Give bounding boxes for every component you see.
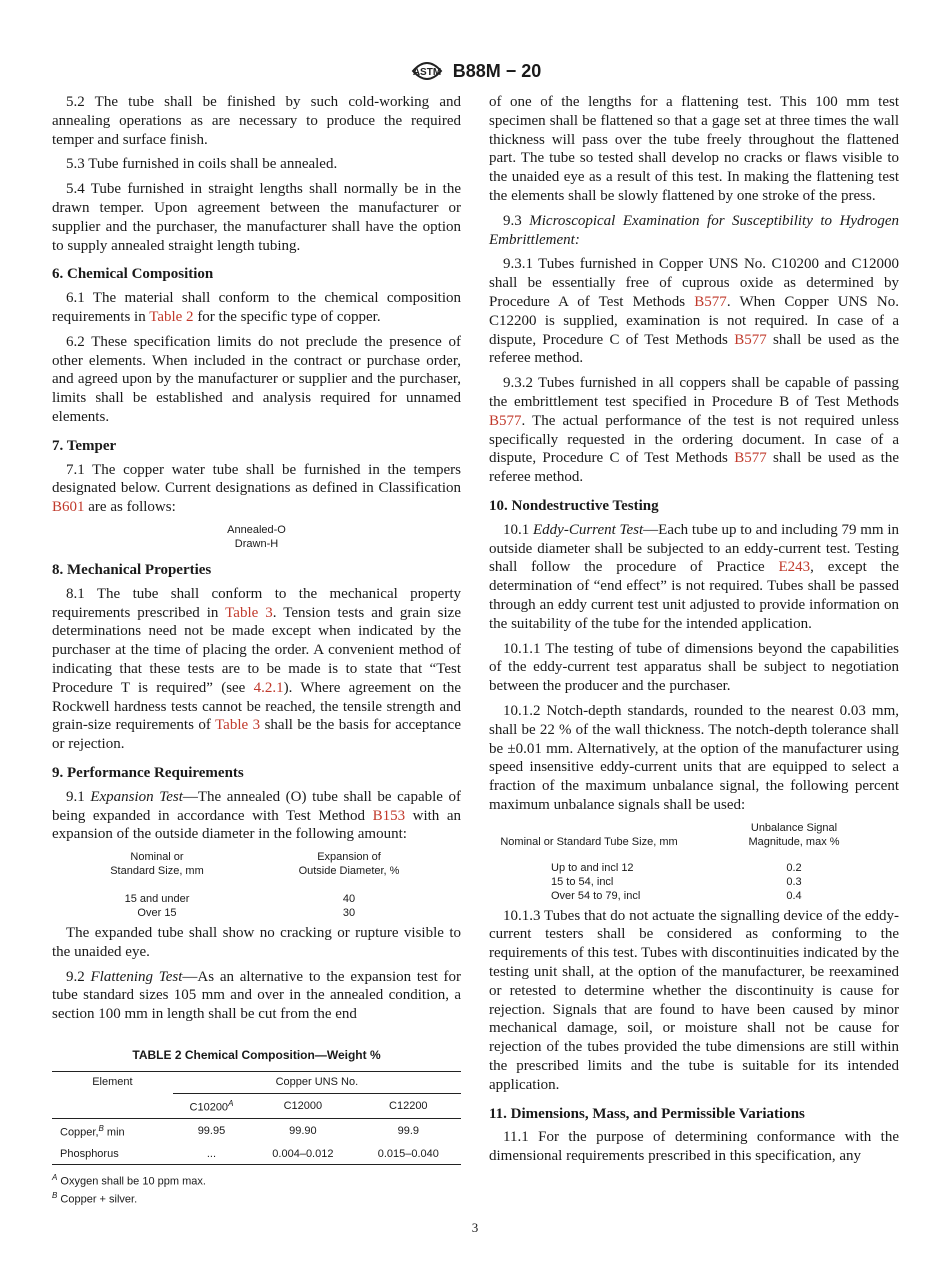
heading-7: 7. Temper [52, 437, 117, 454]
heading-8: 8. Mechanical Properties [52, 561, 212, 578]
astm-logo-icon [409, 57, 445, 85]
table-row: Copper,$^B$ min 99.95 99.90 99.9 [52, 1119, 461, 1144]
expansion-header: Standard Size, mm [110, 865, 204, 878]
para-7-1: 7.1 The copper water tube shall be furnished in the tempers designated below. Current designations as defined in Classification B601 are as follows: [52, 461, 461, 516]
table-header: Copper UNS No. [173, 1071, 461, 1093]
para-10-1-3: 10.1.3 Tubes that do not actuate the signalling device of the eddy-current testers shall be considered as conforming to the requirements of this test. Tubes with discontinuities indicated by the testing unit shall, at the option of the manufacturer, be reexamined or retested to determine whether the discontinuity is cause for rejection. Signals that are found to have been caused by minor mechanical damage, soil, or moisture shall not be cause for rejection of the tubes provided the tube dimensions are still within the prescribed limits and the tube is suitable for its intended application. [489, 907, 899, 1093]
table-2-footnotes [52, 1171, 461, 1206]
left-column [52, 93, 461, 1207]
temper-item: Annealed-O [227, 523, 286, 536]
para-9-3-2: 9.3.2 Tubes furnished in all coppers shall be capable of passing the embrittlement test specified in Procedure B of Test Methods B577. The actual performance of the test is not required unless specifically requested in the ordering document. In case of a dispute, Procedure C of Test Methods B577 shall be used as the referee method. [489, 375, 899, 486]
link-4-2-1[interactable]: 4.2.1 [253, 679, 284, 696]
para-10-1: 10.1 Eddy-Current Test—Each tube up to and including 79 mm in outside diameter shall be subjected to an eddy-current test. Testing shall follow the procedure of Practice E243, except the determination of “end effect” is not required. Tubes shall be passed through an eddy current test unit adjusted to provide information on the suitability of the tube for the intended application. [489, 521, 900, 632]
table-row: 15 to 54, incl 0.3 [551, 875, 802, 888]
para-expanded: The expanded tube shall show no cracking or rupture visible to the unaided eye. [52, 925, 461, 960]
para-10-1-2: 10.1.2 Notch-depth standards, rounded to the nearest 0.03 mm, shall be 22 % of the wall thickness. The notch-depth tolerance shall be ±0.01 mm. Alternatively, at the option of the manufacturer using speed insensitive eddy-current units that are equipped to select a fraction of the maximum unbalance signal, the following percent maximum unbalance signals shall be used: [489, 702, 899, 813]
table-row: Over 15 30 [137, 907, 356, 920]
footnote-b: $^B$ Copper + silver. [52, 1191, 138, 1206]
heading-6: 6. Chemical Composition [52, 266, 214, 283]
link-table-2[interactable]: Table 2 [149, 308, 194, 325]
para-continued: of one of the lengths for a flattening test. This 100 mm test specimen shall be flattened so that a gage set at three times the wall thickness will pass over the tube freely throughout the flattened part. The tube so tested shall develop no cracks or flaws visible to the unaided eye as a result of this test. In making the flattening test the elements shall be slowly flattened by one stroke of the press. [489, 94, 899, 204]
table-header: $C10200^A$ [173, 1093, 250, 1118]
temper-list [52, 523, 461, 551]
para-9-1: 9.1 Expansion Test—The annealed (O) tube shall be capable of being expanded in accordance with Test Method B153 with an expansion of the outside diameter in the following amount: [52, 788, 462, 843]
table-2 [52, 1071, 461, 1166]
right-column [489, 93, 899, 1172]
table-header: C12000 [250, 1093, 355, 1118]
table-header: Unbalance Signal Magnitude, max % [748, 821, 840, 848]
temper-item: Drawn-H [234, 537, 279, 550]
table-row: Phosphorus ... 0.004–0.012 0.015–0.040 [52, 1144, 461, 1165]
heading-9: 9. Performance Requirements [52, 764, 244, 781]
para-9-3: 9.3 Microscopical Examination for Susceptibility to Hydrogen Embrittlement: [489, 212, 899, 248]
para-11-1: 11.1 For the purpose of determining conformance with the dimensional requirements prescribed in this specification, any [489, 1129, 899, 1165]
table-header: Element [52, 1071, 173, 1118]
expansion-header: Expansion of [317, 851, 381, 864]
para-6-1: 6.1 The material shall conform to the chemical composition requirements in Table 2 for the specific type of copper. [52, 290, 461, 325]
link-b577[interactable]: B577 [734, 331, 767, 348]
document-code: B88M − 20 [452, 60, 542, 81]
link-b577[interactable]: B577 [489, 412, 522, 429]
link-table-3[interactable]: Table 3 [225, 604, 273, 621]
link-e243[interactable]: E243 [778, 559, 811, 576]
para-9-3-1: 9.3.1 Tubes furnished in Copper UNS No. C10200 and C12000 shall be essentially free of cuprous oxide as determined by Procedure A of Test Methods B577. When Copper UNS No. C12200 is supplied, examination is not required. In case of a dispute, Procedure C of Test Methods B577 shall be used as the referee method. [489, 256, 899, 367]
expansion-header: Outside Diameter, % [298, 865, 400, 878]
table-2-title: TABLE 2 Chemical Composition—Weight % [132, 1048, 381, 1063]
para-8-1: 8.1 The tube shall conform to the mechanical property requirements prescribed in Table 3. Tension tests and grain size determinations need not be made except when indicated by the purchaser at the time of placing the order. A convenient method of indicating that these tests are to be made is to state that “Test Procedure T is required” (see 4.2.1). Where agreement on the Rockwell hardness tests cannot be reached, the tensile strength and grain-size requirements of Table 3 shall be the basis for acceptance or rejection. [52, 585, 461, 753]
table-row: 15 and under 40 [124, 893, 356, 906]
footnote-a: $^A$ Oxygen shall be 10 ppm max. [52, 1173, 206, 1189]
para-5-4: 5.4 Tube furnished in straight lengths shall normally be in the drawn temper. Upon agreement between the manufacturer or supplier and the purchaser, the manufacturer shall have the option to supply annealed straight length tubing. [52, 181, 461, 254]
link-b601[interactable]: B601 [52, 499, 85, 516]
table-row: Up to and incl 12 0.2 [551, 861, 802, 874]
page-header [0, 57, 950, 85]
para-6-2: 6.2 These specification limits do not preclude the presence of other elements. When included in the contract or purchase order, and agreed upon by the manufacturer or supplier and the purchaser, limits shall be established and analysis required for unnamed elements. [52, 333, 461, 425]
table-header: C12200 [356, 1093, 461, 1118]
heading-10: 10. Nondestructive Testing [489, 497, 659, 514]
table-row: Over 54 to 79, incl 0.4 [551, 889, 802, 902]
expansion-header: Nominal or [130, 851, 184, 864]
link-b577[interactable]: B577 [734, 450, 767, 467]
link-table-3[interactable]: Table 3 [215, 717, 261, 734]
svg-text:ASTM: ASTM [412, 67, 441, 78]
para-5-2: 5.2 The tube shall be finished by such cold-working and annealing operations as are necessary to produce the required temper and surface finish. [52, 94, 461, 148]
table-header: Nominal or Standard Tube Size, mm [500, 835, 678, 848]
page-number: 3 [471, 1220, 479, 1235]
unbalance-table [489, 821, 899, 903]
para-9-2: 9.2 Flattening Test—As an alternative to the expansion test for tube standard sizes 105 mm and over in the annealed condition, a section 100 mm in length shall be cut from the end [52, 968, 461, 1023]
para-5-3: 5.3 Tube furnished in coils shall be annealed. [66, 156, 338, 173]
expansion-table [52, 850, 461, 920]
para-10-1-1: 10.1.1 The testing of tube of dimensions beyond the capabilities of the eddy-current test apparatus shall be subject to negotiation between the producer and the purchaser. [489, 640, 899, 695]
link-b153[interactable]: B153 [372, 807, 406, 824]
heading-11: 11. Dimensions, Mass, and Permissible Variations [489, 1105, 805, 1122]
link-b577[interactable]: B577 [694, 293, 727, 310]
